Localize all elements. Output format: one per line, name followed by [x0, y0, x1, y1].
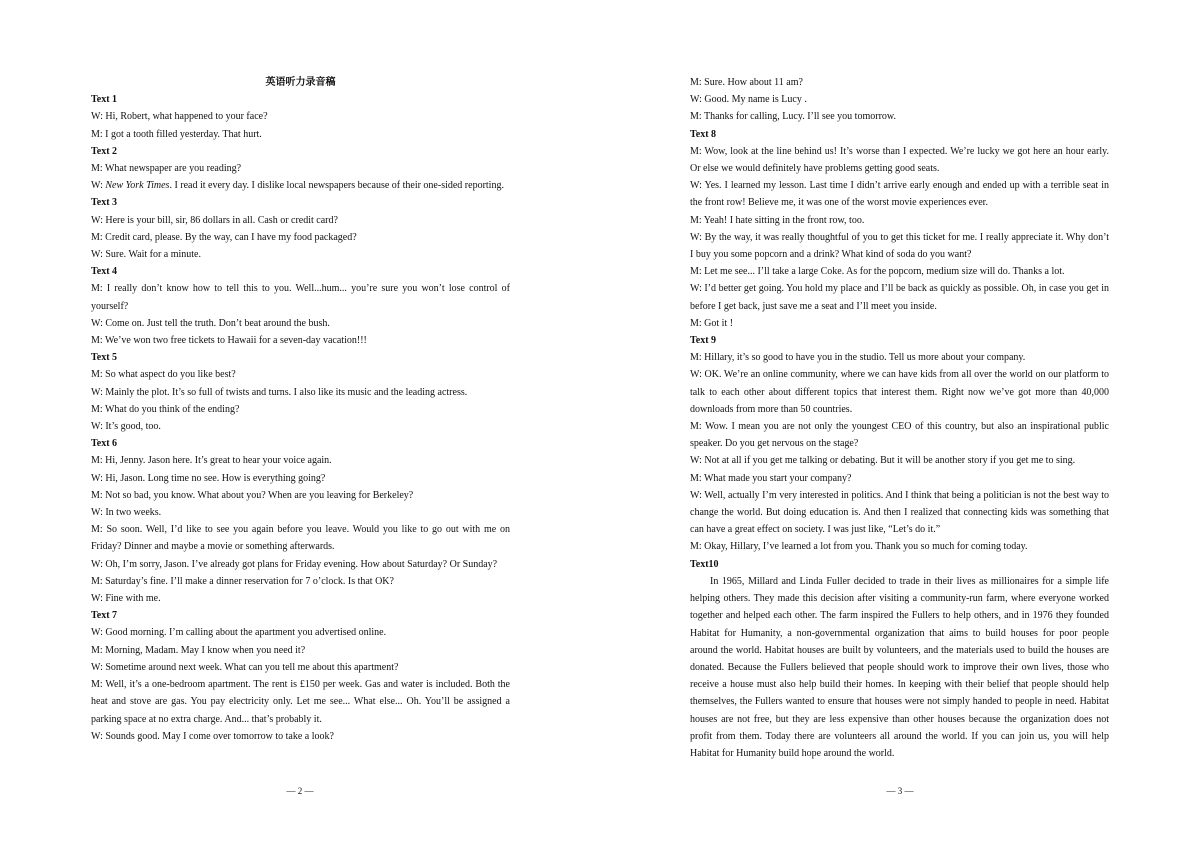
dialogue-line: M: Hillary, it’s so good to have you in the studio. Tell us more about your company.	[690, 352, 1026, 364]
dialogue-line: M: Let me see... I’ll take a large Coke. As for the popcorn, medium size will do. Thanks a lot.	[690, 266, 1065, 278]
dialogue-line: M: Yeah! I hate sitting in the front row, too.	[690, 214, 865, 226]
section-heading: Text 3	[91, 197, 118, 209]
dialogue-text: . I read it every day. I dislike local newspapers because of their one-sided reporting.	[169, 180, 504, 192]
right-page-content	[690, 74, 1109, 762]
dialogue-line: M: Well, it’s a one-bedroom apartment. The rent is £150 per week. Gas and water is included. Both the heat and stove are gas. You pay electricity only. Let me see... What else... Oh. You’ll be assigned a parking space at no extra charge. And... that’s probably it.	[91, 679, 510, 725]
dialogue-line: M: Credit card, please. By the way, can I have my food packaged?	[91, 231, 357, 243]
dialogue-line: W: Here is your bill, sir, 86 dollars in all. Cash or credit card?	[91, 214, 338, 226]
section-heading: Text10	[690, 558, 719, 570]
dialogue-line: M: Hi, Jenny. Jason here. It’s great to hear your voice again.	[91, 455, 332, 467]
dialogue-line: W: OK. We’re an online community, where we can have kids from all over the world on our platform to talk to each other about different topics that interest them. Right now we’ve got more than 40,000 downloads from more than 50 countries.	[690, 369, 1109, 415]
right-page	[600, 0, 1200, 849]
document-title: 英语听力录音稿	[265, 77, 336, 88]
dialogue-line: M: Sure. How about 11 am?	[690, 77, 803, 88]
page-number-right: — 3 —	[886, 786, 914, 796]
dialogue-line: M: Got it !	[690, 317, 734, 329]
dialogue-line: M: Not so bad, you know. What about you? When are you leaving for Berkeley?	[91, 489, 414, 501]
dialogue-line: M: So soon. Well, I’d like to see you again before you leave. Would you like to go out with me on Friday? Dinner and maybe a movie or something afterwards.	[91, 524, 510, 553]
dialogue-line: M: Saturday’s fine. I’ll make a dinner reservation for 7 o’clock. Is that OK?	[91, 575, 394, 587]
dialogue-line: M: Wow, look at the line behind us! It’s worse than I expected. We’re lucky we got here an hour early. Or else we would definitely have problems getting good seats.	[690, 145, 1109, 175]
section-heading: Text 4	[91, 266, 118, 278]
dialogue-line: M: So what aspect do you like best?	[91, 369, 236, 381]
dialogue-line: W: It’s good, too.	[91, 421, 161, 433]
dialogue-line: W: Good morning. I’m calling about the apartment you advertised online.	[91, 627, 387, 639]
section-heading: Text 7	[91, 610, 118, 622]
dialogue-line: W: Well, actually I’m very interested in politics. And I think that being a politician is not the best way to change the world. But doing education is. And then I realized that connecting kids was something that can have a great effect on society. I was just like, “Let’s do it.”	[690, 489, 1109, 536]
dialogue-line: W: Mainly the plot. It’s so full of twists and turns. I also like its music and the leading actress.	[91, 386, 468, 398]
section-heading: Text 9	[690, 335, 717, 347]
passage-paragraph: In 1965, Millard and Linda Fuller decided to trade in their lives as millionaires for a simple life helping others. They made this decision after visiting a community-run farm, where everyone worked together and helped each other. The farm inspired the Fullers to help others, and in 1976 they founded Habitat for Humanity, a non-governmental organization that aims to build houses for poor people around the world. Habitat houses are built by volunteers, and the materials used to build the houses are donated. Because the Fullers believed that people should work to improve their own lives, those who receive a house must also help build their homes. In keeping with their belief that people should help themselves, the Fullers wanted to ensure that houses were not simply handed to people in need. Habitat houses are not free, but they are less expensive than other houses because the organization does not profit from them. Today there are volunteers all around the world. If you can join us, you will help Habitat for Humanity build hope around the world.	[690, 575, 1109, 759]
dialogue-line: M: What newspaper are you reading?	[91, 163, 242, 174]
dialogue-line: W: Good. My name is Lucy .	[690, 94, 807, 106]
dialogue-line: W: Hi, Robert, what happened to your face?	[91, 111, 268, 123]
left-page-content	[91, 74, 510, 745]
dialogue-line: M: I got a tooth filled yesterday. That hurt.	[91, 128, 262, 140]
section-heading: Text 2	[91, 145, 118, 157]
page-number-left: — 2 —	[286, 786, 314, 796]
dialogue-line: M: Okay, Hillary, I’ve learned a lot from you. Thank you so much for coming today.	[690, 541, 1028, 553]
dialogue-line: M: I really don’t know how to tell this to you. Well...hum... you’re sure you won’t lose control of yourself?	[91, 283, 510, 312]
dialogue-line: W: Yes. I learned my lesson. Last time I didn’t arrive early enough and ended up with a terrible seat in the front row! Believe me, it was one of the worst movie experiences ever.	[690, 180, 1109, 209]
dialogue-line: W: In two weeks.	[91, 507, 162, 519]
section-heading: Text 5	[91, 352, 118, 364]
dialogue-line: M: Wow. I mean you are not only the youngest CEO of this country, but also an inspirational public speaker. Do you get nervous on the stage?	[690, 421, 1109, 450]
dialogue-line: W: Oh, I’m sorry, Jason. I’ve already got plans for Friday evening. How about Saturday? Or Sunday?	[91, 558, 498, 570]
dialogue-line: M: We’ve won two free tickets to Hawaii for a seven-day vacation!!!	[91, 335, 367, 347]
newspaper-title: New York Times	[105, 180, 170, 192]
dialogue-line: M: What do you think of the ending?	[91, 403, 240, 415]
section-heading: Text 8	[690, 128, 717, 140]
dialogue-line: W: Fine with me.	[91, 593, 161, 605]
dialogue-line: W: Sometime around next week. What can you tell me about this apartment?	[91, 661, 399, 673]
dialogue-line: W: I’d better get going. You hold my place and I’ll be back as quickly as possible. Oh, in case you get in before I get back, just save me a seat and I’ll meet you inside.	[690, 283, 1109, 312]
dialogue-line: W: Come on. Just tell the truth. Don’t beat around the bush.	[91, 317, 330, 329]
dialogue-line: W: Sounds good. May I come over tomorrow to take a look?	[91, 730, 334, 742]
dialogue-line: W: By the way, it was really thoughtful of you to get this ticket for me. I really appreciate it. Why don’t I buy you some popcorn and a drink? What kind of soda do you want?	[690, 231, 1109, 261]
dialogue-line: W: Hi, Jason. Long time no see. How is everything going?	[91, 472, 326, 484]
section-heading: Text 1	[91, 94, 118, 106]
speaker-label: W:	[91, 180, 106, 192]
dialogue-line: W: Sure. Wait for a minute.	[91, 249, 201, 261]
section-heading: Text 6	[91, 438, 118, 450]
dialogue-line	[91, 177, 510, 194]
dialogue-line: M: Morning, Madam. May I know when you need it?	[91, 644, 306, 656]
dialogue-line: M: What made you start your company?	[690, 472, 852, 484]
dialogue-line: M: Thanks for calling, Lucy. I’ll see you tomorrow.	[690, 111, 896, 123]
dialogue-line: W: Not at all if you get me talking or debating. But it will be another story if you get me to sing.	[690, 455, 1076, 467]
